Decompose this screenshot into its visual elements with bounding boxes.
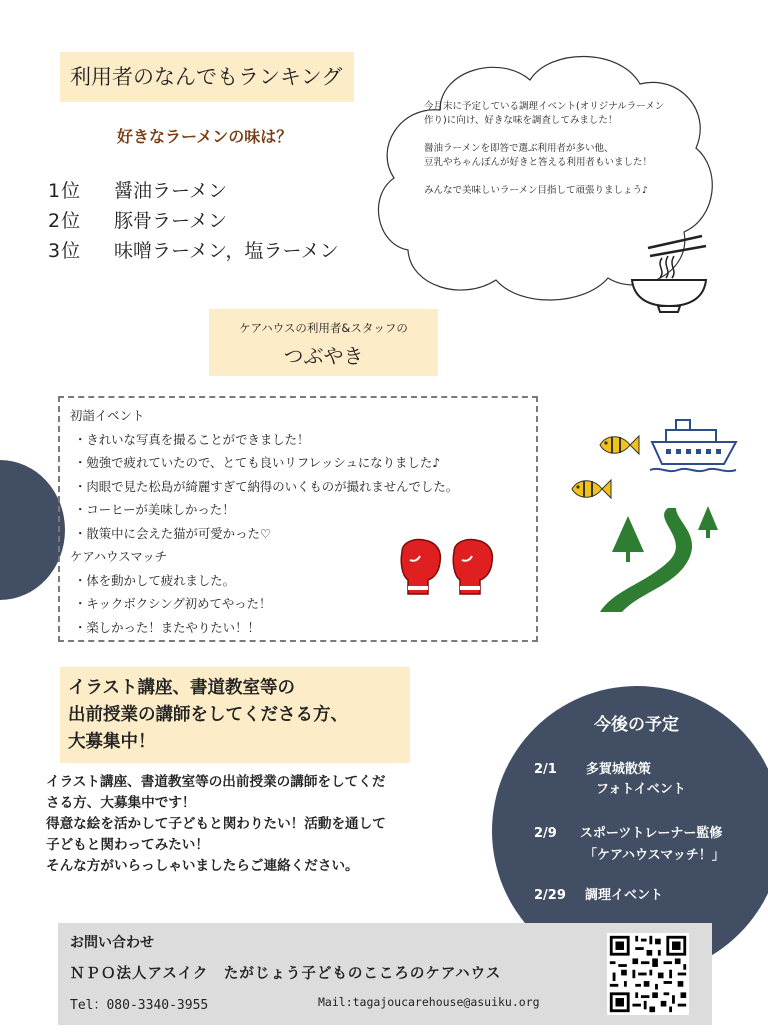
- event-heading: ケアハウスマッチ: [70, 548, 168, 564]
- recruit-body-line: 子どもと関わってみたい！: [46, 837, 209, 853]
- recruit-header-line: 出前授業の講師をしてくださる方、: [68, 705, 348, 725]
- comment-item: ・コーヒーが美味しかった！: [74, 502, 235, 518]
- ranking-row: [48, 206, 339, 236]
- recruit-header-line: 大募集中！: [68, 732, 156, 752]
- cloud-paragraph: [424, 184, 700, 198]
- tsubuyaki-header: [209, 309, 438, 376]
- ranking-item: 味噌ラーメン，塩ラーメン: [114, 240, 339, 262]
- comment-item: ・勉強で疲れていたので、とても良いリフレッシュになりました♪: [74, 455, 441, 471]
- schedule-event-sub: フォトイベント: [596, 782, 686, 797]
- tsubuyaki-title: つぶやき: [283, 344, 364, 368]
- recruit-header-line: イラスト講座、書道教室等の: [68, 678, 295, 698]
- schedule-event: スポーツトレーナー監修: [579, 826, 723, 841]
- event-heading: 初詣イベント: [70, 408, 145, 423]
- cloud-line: 豆乳やちゃんぽんが好きと答える利用者もいました！: [424, 157, 653, 168]
- ranking-item: 豚骨ラーメン: [114, 210, 228, 232]
- ship-icon: [648, 416, 740, 476]
- schedule-event-sub: 「ケアハウスマッチ！」: [584, 848, 725, 863]
- cloud-line: 作り)に向け、好きな味を調査してみました！: [424, 115, 618, 126]
- schedule-item: [534, 824, 722, 844]
- contact-organization: ＮＰＯ法人アスイク たがじょう子どものこころのケアハウス: [70, 966, 502, 982]
- schedule-date: 2/1: [534, 762, 557, 777]
- recruit-body: [46, 772, 446, 877]
- contact-phone[interactable]: Tel：080-3340-3955: [70, 998, 209, 1013]
- contact-label: お問い合わせ: [70, 935, 154, 951]
- recruit-header: [60, 667, 410, 763]
- qr-code-icon[interactable]: [607, 933, 689, 1015]
- road-with-trees-icon: [598, 500, 722, 616]
- ranking-item: 醤油ラーメン: [114, 180, 228, 202]
- schedule-item: [534, 886, 663, 906]
- comments-box: [58, 396, 538, 642]
- cloud-line: 醤油ラーメンを即答で選ぶ利用者が多い他、: [424, 143, 614, 154]
- schedule-date: 2/29: [534, 888, 566, 903]
- cloud-line: 今月末に予定している調理イベント(オリジナルラーメン: [424, 101, 665, 112]
- comment-item: ・きれいな写真を撮ることができました！: [74, 432, 310, 447]
- ranking-row: [48, 236, 339, 266]
- tsubuyaki-subtitle: ケアハウスの利用者&スタッフの: [239, 321, 408, 335]
- ranking-list: [48, 176, 339, 266]
- comment-item: ・散策中に会えた猫が可愛かった♡: [74, 525, 271, 541]
- ranking-position: 2位: [48, 210, 82, 232]
- comment-item: ・キックボクシング初めてやった！: [74, 596, 272, 612]
- boxing-gloves-icon: [396, 538, 498, 600]
- contact-email[interactable]: Mail:tagajoucarehouse@asuiku.org: [318, 995, 540, 1009]
- ranking-row: [48, 176, 339, 206]
- tree-icon: [612, 516, 644, 562]
- recruit-body-line: さる方、大募集中です！: [46, 795, 196, 811]
- cloud-line: みんなで美味しいラーメン目指して頑張りましょう♪: [424, 185, 649, 196]
- cloud-paragraph: [424, 100, 700, 128]
- recruit-body-line: 得意な絵を活かして子どもと関わりたい！活動を通して: [46, 816, 386, 832]
- ranking-position: 1位: [48, 180, 82, 202]
- ranking-title: 利用者のなんでもランキング: [60, 52, 354, 102]
- recruit-body-line: イラスト講座、書道教室等の出前授業の講師をしてくだ: [46, 774, 386, 790]
- schedule-event: 調理イベント: [584, 888, 663, 903]
- comment-item: ・体を動かして疲れました。: [74, 572, 236, 588]
- fish-icon: [596, 430, 640, 460]
- ranking-position: 3位: [48, 240, 82, 262]
- decorative-half-circle: [0, 460, 65, 600]
- schedule-date: 2/9: [534, 826, 557, 841]
- tree-icon: [698, 506, 718, 538]
- cloud-paragraph: [424, 142, 700, 170]
- comment-item: ・肉眼で見た松島が綺麗すぎて納得のいくものが撮れませんでした。: [74, 478, 459, 494]
- ranking-subtitle: 好きなラーメンの味は？: [117, 127, 293, 146]
- schedule-title: 今後の予定: [594, 715, 679, 735]
- ramen-bowl-icon: [628, 232, 710, 316]
- schedule-item: [534, 760, 651, 780]
- recruit-body-line: そんな方がいらっしゃいましたらご連絡ください。: [46, 858, 359, 874]
- comment-item: ・楽しかった！またやりたい！！: [74, 619, 260, 635]
- cloud-text: [424, 100, 700, 212]
- schedule-event: 多賀城散策: [585, 762, 651, 777]
